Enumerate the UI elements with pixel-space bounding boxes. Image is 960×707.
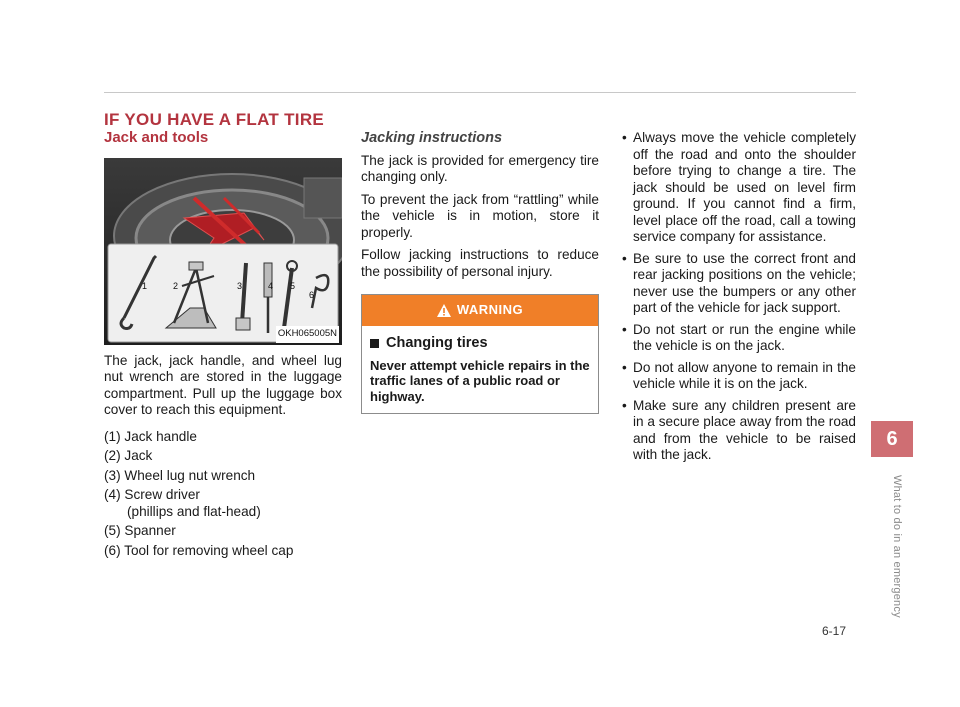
jacking-paragraph-1: The jack is provided for emergency tire changing only.	[361, 152, 599, 184]
trunk-illustration	[104, 158, 342, 345]
warning-body	[362, 326, 598, 404]
safety-bullet: • Do not start or run the engine while the vehicle is on the jack.	[622, 321, 856, 353]
safety-bullet-list	[618, 130, 856, 464]
warning-header	[362, 295, 598, 326]
warning-label: WARNING	[456, 302, 524, 318]
tool-item-screwdriver-sub: (phillips and flat-head)	[127, 503, 261, 519]
jack-tools-intro: The jack, jack handle, and wheel lug nut wrench are stored in the luggage compartment. Pull up the luggage box cover to reach this equipment.	[104, 352, 342, 417]
figure-label-1: 1	[142, 280, 148, 291]
tool-item-jack: (2) Jack	[104, 448, 153, 463]
safety-bullet: • Be sure to use the correct front and rear jacking positions on the vehicle; never use the bumpers or any other part of the vehicle for jack support.	[622, 250, 856, 315]
square-bullet-icon	[370, 339, 379, 348]
warning-box	[361, 294, 599, 414]
jacking-paragraph-3: Follow jacking instructions to reduce the possibility of personal injury.	[361, 247, 599, 279]
jacking-title: Jacking instructions	[361, 130, 503, 146]
figure-label-2: 2	[173, 280, 179, 291]
safety-bullet: • Do not allow anyone to remain in the vehicle while it is on the jack.	[622, 359, 856, 391]
bullet-dot-icon: •	[622, 321, 627, 337]
figure-label-4: 4	[268, 280, 274, 291]
figure-label-3: 3	[237, 280, 243, 291]
column-jacking-instructions	[361, 130, 599, 414]
bullet-dot-icon: •	[622, 250, 627, 266]
bullet-dot-icon: •	[622, 359, 627, 375]
chapter-tab: 6	[871, 421, 913, 457]
jacking-paragraph-2: To prevent the jack from “rattling” while the vehicle is in motion, store it properly.	[361, 191, 599, 240]
warning-text: Never attempt vehicle repairs in the traffic lanes of a public road or highway.	[370, 357, 590, 404]
top-rule	[104, 92, 856, 93]
safety-bullet: • Make sure any children present are in a secure place away from the road and from the vehicle to be raised with the jack.	[622, 397, 856, 462]
jack-tools-title: Jack and tools	[104, 129, 209, 146]
safety-bullet: • Always move the vehicle completely off the road and onto the shoulder before trying to change a tire. The jack should be used on level firm ground. If you cannot find a firm, level place off the road, call a towing service company for assistance.	[622, 130, 856, 244]
warning-triangle-icon	[437, 304, 451, 317]
jack-tools-figure	[104, 158, 342, 345]
tool-item-jack-handle: (1) Jack handle	[104, 428, 197, 444]
figure-label-5: 5	[290, 280, 296, 291]
section-title: IF YOU HAVE A FLAT TIRE	[104, 110, 325, 129]
page-number: 6-17	[822, 624, 847, 638]
tool-list	[104, 429, 342, 560]
tool-item-screwdriver: (4) Screw driver (phillips and flat-head)	[104, 487, 342, 520]
tool-item-spanner: (5) Spanner	[104, 523, 176, 538]
column-safety-bullets	[618, 130, 856, 469]
tool-item-wheel-cap-tool: (6) Tool for removing wheel cap	[104, 542, 294, 558]
figure-caption: OKH065005N	[276, 326, 339, 343]
bullet-dot-icon: •	[622, 397, 627, 413]
bullet-dot-icon: •	[622, 130, 627, 145]
warning-subhead: Changing tires	[370, 335, 590, 352]
chapter-title-vertical: What to do in an emergency	[891, 475, 903, 618]
figure-label-6: 6	[309, 289, 315, 300]
column-jack-tools	[104, 130, 342, 562]
tool-item-lug-wrench: (3) Wheel lug nut wrench	[104, 467, 256, 483]
